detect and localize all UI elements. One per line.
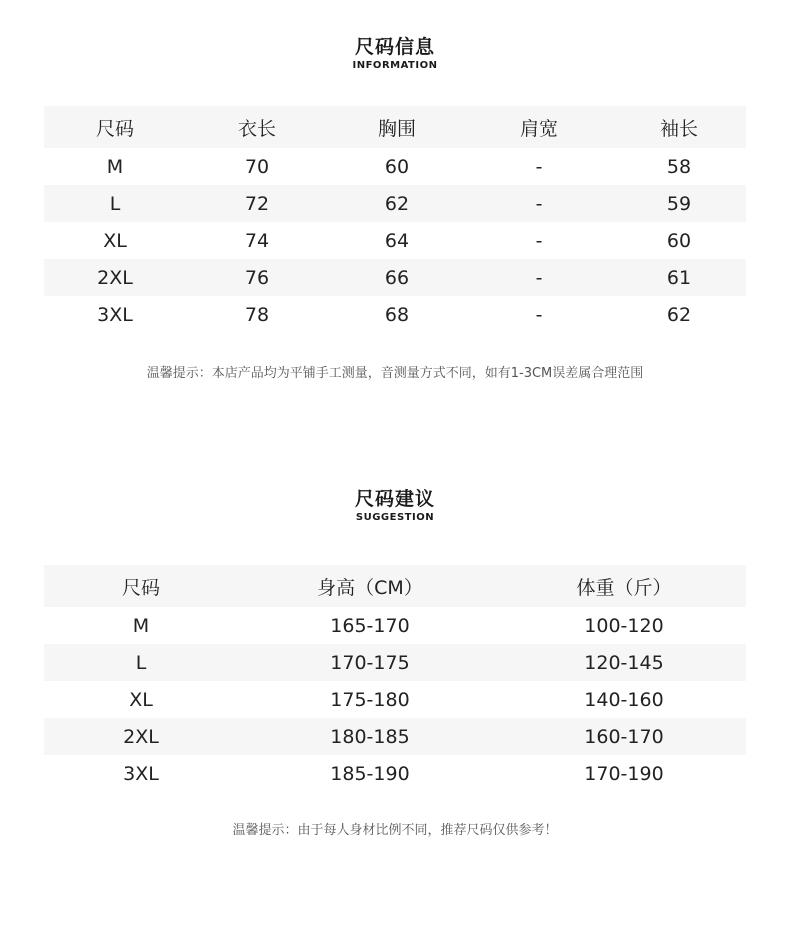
size-suggestion-table: [44, 565, 746, 792]
header-shoulder: 肩宽: [519, 117, 558, 140]
table-row: [44, 718, 746, 755]
info-note: 温馨提示：本店产品均为平铺手工测量，音测量方式不同，如有1-3CM误差属合理范围: [146, 366, 644, 381]
cell-height: 165-170: [330, 614, 410, 637]
cell-size: L: [109, 192, 121, 215]
cell-shoulder: -: [535, 303, 543, 326]
table-row: [44, 644, 746, 681]
size-info-table: [44, 106, 746, 333]
cell-shoulder: -: [535, 192, 543, 215]
cell-length: 74: [244, 229, 270, 252]
header-length: 衣长: [237, 117, 276, 140]
info-subtitle: INFORMATION: [352, 60, 438, 71]
table-row: [44, 148, 746, 185]
table-row: [44, 681, 746, 718]
cell-shoulder: -: [535, 229, 543, 252]
cell-sleeve: 59: [666, 192, 692, 215]
cell-size: XL: [129, 688, 153, 711]
cell-size: 2XL: [123, 725, 159, 748]
cell-shoulder: -: [535, 266, 543, 289]
table-header-row: [44, 106, 746, 148]
cell-length: 76: [244, 266, 270, 289]
suggestion-subtitle: SUGGESTION: [355, 512, 435, 523]
table-row: [44, 259, 746, 296]
table-row: [44, 222, 746, 259]
header-chest: 胸围: [377, 117, 416, 140]
cell-height: 170-175: [330, 651, 410, 674]
cell-weight: 160-170: [584, 725, 664, 748]
cell-height: 175-180: [330, 688, 410, 711]
cell-size: 3XL: [123, 762, 159, 785]
info-title: 尺码信息: [354, 36, 435, 58]
cell-length: 78: [244, 303, 270, 326]
cell-height: 185-190: [330, 762, 410, 785]
cell-size: M: [106, 155, 124, 178]
cell-sleeve: 61: [666, 266, 692, 289]
cell-weight: 120-145: [584, 651, 664, 674]
table-header-row: [44, 565, 746, 607]
cell-chest: 68: [384, 303, 410, 326]
cell-size: 2XL: [97, 266, 133, 289]
cell-chest: 62: [384, 192, 410, 215]
header-sleeve: 袖长: [659, 117, 698, 140]
header-size: 尺码: [95, 117, 134, 140]
cell-size: M: [132, 614, 150, 637]
cell-length: 72: [244, 192, 270, 215]
table-row: [44, 185, 746, 222]
cell-size: 3XL: [97, 303, 133, 326]
suggestion-title: 尺码建议: [354, 488, 435, 510]
cell-size: L: [135, 651, 147, 674]
cell-length: 70: [244, 155, 270, 178]
header-size: 尺码: [121, 576, 160, 599]
table-row: [44, 607, 746, 644]
cell-weight: 170-190: [584, 762, 664, 785]
header-weight: 体重（斤）: [576, 576, 672, 599]
table-row: [44, 296, 746, 333]
cell-size: XL: [103, 229, 127, 252]
suggestion-note: 温馨提示：由于每人身材比例不同，推荐尺码仅供参考！: [232, 823, 558, 838]
header-height: 身高（CM）: [317, 576, 423, 599]
cell-sleeve: 58: [666, 155, 692, 178]
cell-weight: 100-120: [584, 614, 664, 637]
cell-weight: 140-160: [584, 688, 664, 711]
table-row: [44, 755, 746, 792]
cell-sleeve: 60: [666, 229, 692, 252]
cell-chest: 66: [384, 266, 410, 289]
cell-chest: 60: [384, 155, 410, 178]
cell-height: 180-185: [330, 725, 410, 748]
cell-sleeve: 62: [666, 303, 692, 326]
cell-chest: 64: [384, 229, 410, 252]
cell-shoulder: -: [535, 155, 543, 178]
